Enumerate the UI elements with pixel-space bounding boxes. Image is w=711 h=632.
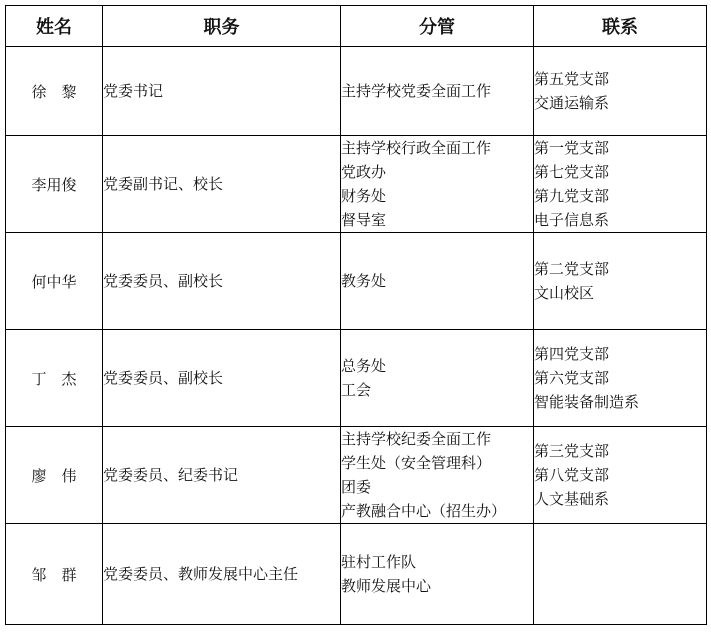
responsibility-item: 主持学校行政全面工作 [341,139,492,157]
responsibility-item: 总务处 [341,357,387,375]
responsibility-item: 主持学校党委全面工作 [341,82,492,100]
liaison-cell [534,47,707,136]
liaison-cell [534,524,707,625]
position-cell: 党委委员、纪委书记 [103,427,341,524]
liaison-item: 第五党支部 [534,70,610,88]
responsibility-item: 驻村工作队 [341,553,417,571]
responsibility-item: 主持学校纪委全面工作 [341,430,492,448]
table-row [6,330,707,427]
position-cell: 党委委员、教师发展中心主任 [103,524,341,625]
name-cell: 徐 黎 [6,47,103,136]
liaison-item: 第四党支部 [534,345,610,363]
liaison-item: 文山校区 [534,284,595,302]
liaison-item: 电子信息系 [534,211,610,229]
responsibility-cell [341,233,534,330]
position-cell: 党委副书记、校长 [103,136,341,233]
liaison-cell [534,330,707,427]
liaison-cell [534,427,707,524]
liaison-cell [534,233,707,330]
responsibility-cell [341,524,534,625]
liaison-item: 第八党支部 [534,466,610,484]
table-row [6,427,707,524]
responsibility-cell [341,136,534,233]
leadership-duties-table [5,5,707,625]
name-cell: 廖 伟 [6,427,103,524]
responsibility-item: 教师发展中心 [341,577,432,595]
name-cell: 丁 杰 [6,330,103,427]
liaison-item: 第三党支部 [534,442,610,460]
table-row [6,524,707,625]
name-cell: 邹 群 [6,524,103,625]
liaison-item: 第七党支部 [534,163,610,181]
liaison-item: 第六党支部 [534,369,610,387]
responsibility-item: 产教融合中心（招生办） [341,502,507,520]
header-position: 职务 [103,6,341,47]
table-header-row [6,6,707,47]
responsibility-cell [341,427,534,524]
responsibility-item: 教务处 [341,272,387,290]
responsibility-item: 督导室 [341,211,387,229]
name-cell: 何中华 [6,233,103,330]
position-cell: 党委委员、副校长 [103,330,341,427]
position-cell: 党委委员、副校长 [103,233,341,330]
responsibility-item: 工会 [341,381,372,399]
liaison-item: 交通运输系 [534,94,610,112]
position-cell: 党委书记 [103,47,341,136]
header-liaison: 联系 [534,6,707,47]
liaison-item: 第九党支部 [534,187,610,205]
table-row [6,47,707,136]
responsibility-cell [341,330,534,427]
liaison-item: 第二党支部 [534,260,610,278]
liaison-item: 智能装备制造系 [534,393,640,411]
responsibility-cell [341,47,534,136]
name-cell: 李用俊 [6,136,103,233]
liaison-item: 人文基础系 [534,490,610,508]
header-responsibility: 分管 [341,6,534,47]
table-row [6,233,707,330]
responsibility-item: 学生处（安全管理科） [341,454,492,472]
responsibility-item: 财务处 [341,187,387,205]
responsibility-item: 党政办 [341,163,387,181]
table-row [6,136,707,233]
responsibility-item: 团委 [341,478,372,496]
header-name: 姓名 [6,6,103,47]
liaison-item: 第一党支部 [534,139,610,157]
liaison-cell [534,136,707,233]
